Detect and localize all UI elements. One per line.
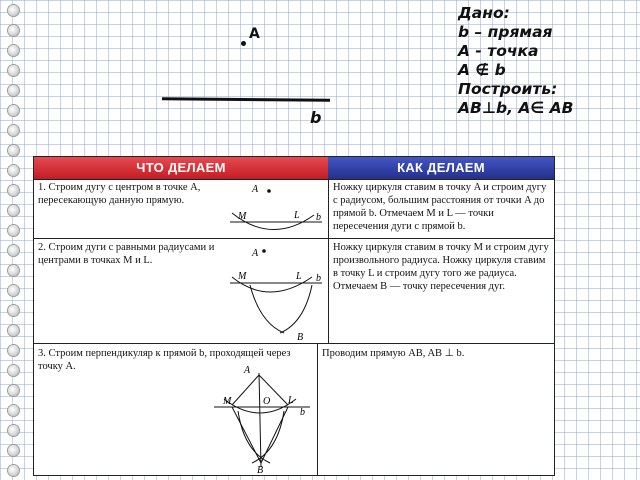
binding-ring — [8, 85, 19, 96]
binding-ring — [8, 45, 19, 56]
fig2-point-a — [262, 249, 266, 253]
binding-ring — [8, 25, 19, 36]
header-what-we-do: ЧТО ДЕЛАЕМ — [34, 157, 328, 179]
binding-ring — [8, 405, 19, 416]
fig3-label-l: L — [288, 395, 294, 406]
binding-ring — [8, 445, 19, 456]
fig3-label-o: O — [263, 396, 271, 407]
given-line: A ∉ b — [458, 61, 506, 79]
fig1-point-a — [267, 189, 271, 193]
binding-ring — [8, 145, 19, 156]
binding-ring — [8, 5, 19, 16]
divider — [328, 179, 329, 343]
fig3-perpendicular — [259, 373, 261, 467]
fig1-label-l: L — [294, 210, 300, 221]
header-how-we-do: КАК ДЕЛАЕМ — [328, 157, 554, 179]
binding-ring — [8, 65, 19, 76]
step-1-text: 1. Строим дугу с центром в точке A, пересекающую данную прямую. — [38, 182, 201, 206]
step-3-text: 3. Строим перпендикуляр к прямой b, проходящей через точку A. — [38, 348, 291, 372]
binding-ring — [8, 345, 19, 356]
binding-ring — [8, 325, 19, 336]
binding-ring — [8, 385, 19, 396]
given-block — [458, 4, 573, 118]
figure-step-1 — [224, 179, 328, 238]
how-1-text: Ножку циркуля ставим в точку A и строим дугу с радиусом, большим расстояния от точки A до прямой b. Отмечаем M и L — точки пересечения дуги с прямой b. — [333, 182, 547, 232]
given-line: AB⊥b, A∈ AB — [458, 99, 574, 117]
construction-table — [33, 156, 555, 476]
divider — [317, 343, 318, 475]
point-a-dot — [241, 41, 246, 46]
fig3-label-b: b — [300, 407, 305, 418]
fig2-arc-l — [280, 285, 312, 333]
given-line: Построить: — [458, 80, 558, 98]
binding-ring — [8, 265, 19, 276]
binding-ring — [8, 425, 19, 436]
fig2-label-l: L — [296, 271, 302, 282]
how-3-text: Проводим прямую AB, AB ⊥ b. — [322, 348, 465, 359]
step-2-text: 2. Строим дуги с равными радиусами и центрами в точках M и L. — [38, 242, 215, 266]
given-line: Дано: — [458, 4, 510, 22]
fig2-label-a: A — [252, 248, 259, 259]
given-line: A - точка — [458, 42, 539, 60]
how-2-text: Ножку циркуля ставим в точку M и строим дугу произвольного радиуса. Ножку циркуля ставим в точку L и строим дугу того же радиуса. Отмечаем B — точку пересечения дуг. — [333, 242, 549, 292]
fig3-segment-mb — [232, 407, 261, 463]
fig3-label-b-point: B — [257, 465, 264, 473]
binding-ring — [8, 165, 19, 176]
figure-step-3 — [210, 363, 316, 473]
binding-ring — [8, 185, 19, 196]
binding-ring — [8, 365, 19, 376]
given-line: b – прямая — [458, 23, 553, 41]
figure-step-2 — [224, 239, 328, 343]
fig1-label-b: b — [316, 212, 321, 223]
binding-ring — [8, 245, 19, 256]
fig1-label-a: A — [252, 184, 259, 195]
line-b-label: b — [310, 108, 322, 127]
fig3-label-a: A — [244, 365, 251, 376]
fig3-segment-am — [232, 375, 259, 405]
fig2-label-b-point: B — [297, 332, 304, 343]
binding-ring — [8, 205, 19, 216]
binding-ring — [8, 285, 19, 296]
binding-ring — [8, 305, 19, 316]
binding-ring — [8, 125, 19, 136]
fig2-label-m: M — [238, 271, 247, 282]
fig1-label-m: M — [238, 211, 247, 222]
binding-ring — [8, 105, 19, 116]
binding-ring — [8, 225, 19, 236]
fig2-label-b: b — [316, 273, 321, 284]
point-a-label: A — [249, 26, 260, 42]
fig3-label-m: M — [223, 396, 232, 407]
divider — [34, 343, 554, 344]
binding-ring — [8, 465, 19, 476]
